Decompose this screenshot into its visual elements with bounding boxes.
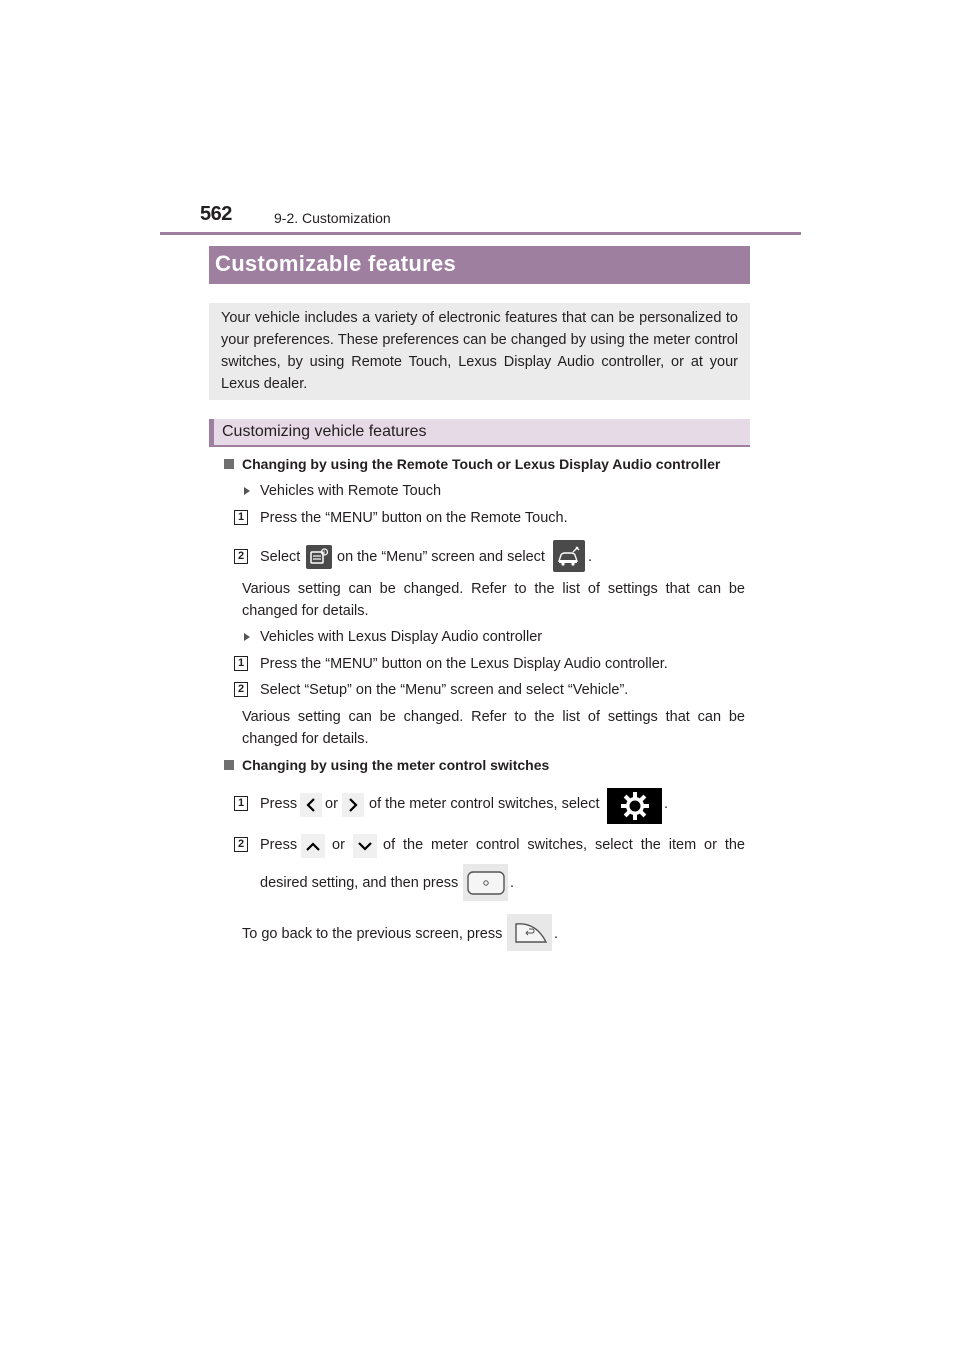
back-instruction-end: . [554, 926, 559, 942]
chevron-up-icon [301, 834, 325, 858]
chevron-right-icon [342, 793, 364, 817]
lda-step1-text: Press the “MENU” button on the Lexus Display Audio controller. [260, 656, 668, 672]
back-instruction: To go back to the previous screen, press [242, 926, 503, 942]
meter-step1-or: or [325, 796, 338, 812]
meter-step2-end: . [510, 875, 515, 891]
remote-note: Various setting can be changed. Refer to the list of settings that can be changed for details. [242, 581, 745, 619]
square-bullet [224, 760, 234, 770]
remote-touch-label: Vehicles with Remote Touch [260, 483, 442, 499]
meter-step2-middle: of the meter control switches, select the item or the [383, 837, 745, 853]
section-reference: 9-2. Customization [274, 210, 391, 226]
step-number: 1 [234, 656, 248, 671]
subsection-title: Customizing vehicle features [222, 423, 427, 440]
chevron-down-icon [353, 834, 377, 858]
title-bar [209, 246, 750, 284]
lda-label: Vehicles with Lexus Display Audio controller [260, 629, 543, 645]
block1-heading: Changing by using the Remote Touch or Lexus Display Audio controller [242, 456, 721, 472]
lda-note: Various setting can be changed. Refer to the list of settings that can be changed for details. [242, 709, 745, 747]
step-number: 1 [234, 796, 248, 811]
gear-icon [607, 788, 662, 824]
meter-step2-desired: desired setting, and then press [260, 875, 459, 891]
triangle-bullet [244, 633, 250, 641]
svg-text:i: i [323, 550, 326, 556]
remote-step2-end: . [588, 549, 593, 565]
lda-step2-text: Select “Setup” on the “Menu” screen and select “Vehicle”. [260, 682, 629, 698]
step-number: 1 [234, 510, 248, 525]
meter-step1-end: . [664, 796, 669, 812]
subsection-bar [209, 419, 750, 447]
meter-step2-press: Press [260, 837, 298, 853]
step-number: 2 [234, 549, 248, 564]
remote-step2-middle: on the “Menu” screen and select [337, 549, 545, 565]
chevron-left-icon [300, 793, 322, 817]
remote-step1-text: Press the “MENU” button on the Remote Touch. [260, 510, 568, 526]
intro-box [209, 303, 750, 400]
meter-step1-press: Press [260, 796, 298, 812]
intro-text: Your vehicle includes a variety of electronic features that can be personalized to your preferences. These preferences can be changed by using the meter control switches, by using Remote Touch, Lexus Display Audio controller, or at your Lexus dealer. [221, 310, 738, 392]
triangle-bullet [244, 487, 250, 495]
vehicle-settings-icon [553, 540, 585, 572]
remote-step2-select: Select [260, 549, 301, 565]
info-menu-icon [306, 545, 332, 569]
block2-heading: Changing by using the meter control switches [242, 757, 550, 773]
step-number: 2 [234, 682, 248, 697]
enter-button-icon [463, 864, 508, 901]
page-title: Customizable features [215, 251, 457, 276]
square-bullet [224, 459, 234, 469]
header-divider [160, 232, 801, 235]
page-number: 562 [200, 203, 232, 225]
back-button-icon [507, 914, 552, 951]
meter-step2-or: or [332, 837, 345, 853]
meter-step1-middle: of the meter control switches, select [369, 796, 600, 812]
step-number: 2 [234, 837, 248, 852]
